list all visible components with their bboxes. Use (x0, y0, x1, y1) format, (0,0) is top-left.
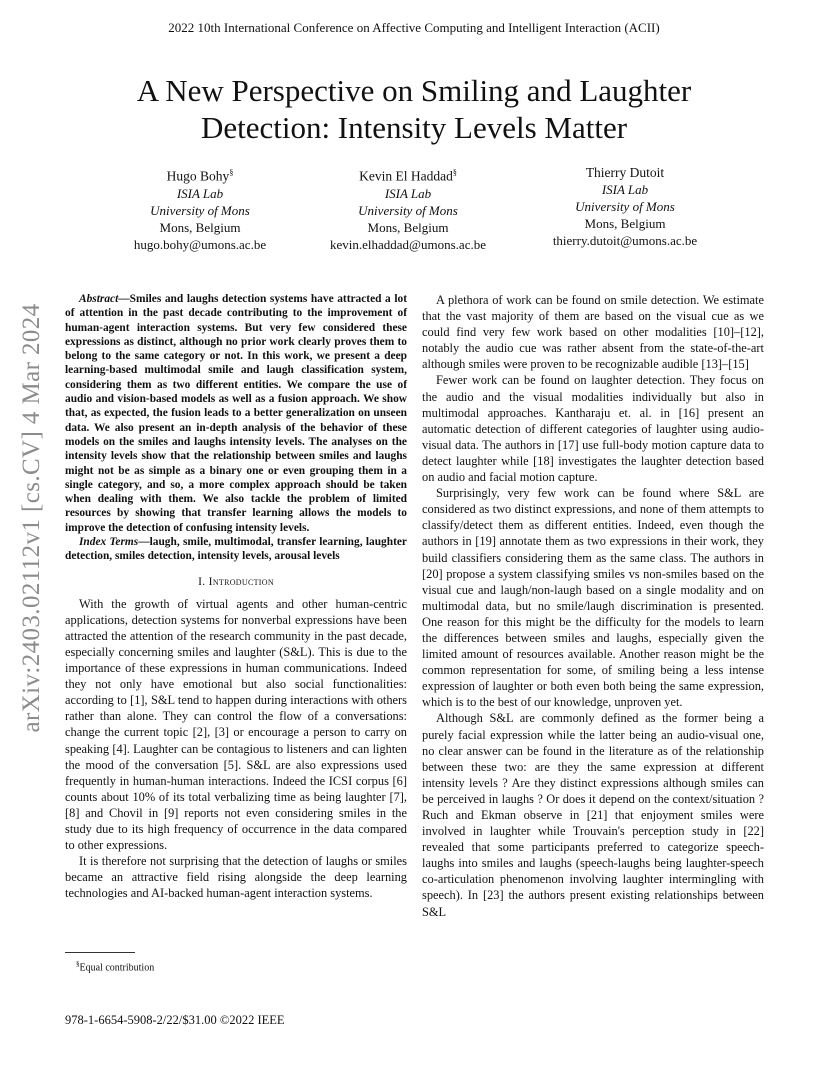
intro-paragraph-2: It is therefore not surprising that the detection of laughs or smiles became an attractive field rising alongside the deep learning technologies and AI-backed human-agent interaction systems. (65, 854, 407, 901)
index-terms (65, 535, 407, 564)
author-block-3 (505, 164, 745, 249)
section-title: Introduction (208, 574, 274, 588)
abstract-text: —Smiles and laughs detection systems have attracted a lot of attention in the past decade contributing to the improvement of human-agent interaction systems. But very few considered these expressions as distinct, although no prior work clearly proves them to belong to the same category or not. In this work, we present a deep learning-based multimodal smile and laugh classification system, considering them as two different entities. We compare the use of audio and vision-based models as well as a fusion approach. We show that, as expected, the fusion leads to a better generalization on unseen data. We also present an in-depth analysis of the behavior of these models on the smiles and laughs intensity levels. The analyses on the intensity levels show that the relationship between smiles and laughs might not be as simple as a binary one or even grouping them in a single category, and so, a more complex approach should be taken when dealing with them. We also tackle the problem of limited resources by showing that transfer learning allows the models to improve the detection of confusing intensity levels. (65, 293, 407, 534)
author-email[interactable]: hugo.bohy@umons.ac.be (133, 236, 267, 252)
paper-title (60, 72, 768, 146)
arxiv-stamp-text[interactable]: arXiv:2403.02112v1 [cs.CV] 4 Mar 2024 (18, 303, 45, 733)
index-terms-text: —laugh, smile, multimodal, transfer learning, laughter detection, smiles detection, intensity levels, arousal levels (65, 536, 407, 563)
body-paragraph-laughter-detection: Fewer work can be found on laughter detection. They focus on the audio and the visual modalities individually but also in multimodal approaches. Kantharaju et. al. in [16] present an automatic detection of different categories of laughter using audio-visual data. The authors in [17] use full-body motion capture data to detect laughter while [18] investigates the laughter detection based on audio and facial motion capture. (422, 373, 764, 485)
body-paragraph-smile-detection: A plethora of work can be found on smile detection. We estimate that the vast majority of them are based on the visual cue as we could find very few work based on other modalities [10]–[12], notably the audio cue was rather absent from the state-of-the-art although smiles were proven to be recognizable audible [13]–[15] (422, 293, 764, 372)
author-location: Mons, Belgium (584, 216, 666, 231)
left-column (65, 292, 407, 902)
abstract (65, 292, 407, 535)
body-paragraph-relationship: Although S&L are commonly defined as the former being a purely facial expression while the latter being an audio-visual one, no clear answer can be found in the literature as of the relationship between these two: are they the same expression at different intensity levels ? Are they distinct expressions although smiles can be perceived in laughs ? Or does it depend on the context/situation ? Ruch and Ekman observe in [21] that enjoyment smiles were involved in laughter while Trouvain's perception study in [22] revealed that some participants preferred to categorize speech-laughs into smiles and laughs (speech-laughs being laughter-speech co-articulation phenomenon involving laughter intermingling with speech). In [23] the authors present existing relationships between S&L (422, 711, 764, 919)
section-number: I. (198, 574, 209, 588)
author-location: Mons, Belgium (367, 219, 449, 235)
body-paragraph-distinct-expressions: Surprisingly, very few work can be found where S&L are considered as two distinct expressions, and none of them attempts to classify/detect them as different entities. Indeed, even though the authors in [19] annotate them as two expressions in their work, they build classifiers considering them as the same class. The authors in [20] propose a system classifying smiles vs non-smiles based on the visual cue and laugh/non-laugh based on a single modality and on multimodal data, but no smile/laugh discrimination is presented. One reason for this might be the difficulty for the models to learn the differences between smiles and laughs, especially given the limited amount of resources available. Another reason might be the common representation for some, of smiling being a less intense expression of laughter or both even both being the same expression, which is to the best of our knowledge, unproven yet. (422, 486, 764, 710)
right-column (422, 292, 764, 920)
intro-paragraph-1: With the growth of virtual agents and other human-centric applications, detection systems for nonverbal expressions have been attracted the attention of the research community in the past decade, especially concerning smiles and laughter (S&L). This is due to the importance of these expressions in human communications. Indeed they not only have emotional but also social functionalities: according to [1], S&L tend to happen during interactions with others rather than alone. They can control the flow of a conversations: change the current topic [2], [3] or encourage a person to carry on speaking [4]. Laughter can be contagious to listeners and can lighten the mood of the conversation [5]. S&L are also expressions used frequently in human-human interactions. Indeed the ICSI corpus [6] counts about 10% of its total verbalizing time as being laughter [7], [8] and Chovil in [9] reports not even considering smiles in the study due to its high frequency of occurrence in the data compared to other expressions. (65, 596, 407, 853)
author-name: Hugo Bohy (166, 168, 230, 184)
abstract-label: Abstract (79, 293, 119, 305)
author-lab: ISIA Lab (176, 185, 224, 201)
section-heading-introduction (65, 574, 407, 590)
author-university: University of Mons (150, 202, 250, 218)
author-email[interactable]: kevin.elhaddad@umons.ac.be (329, 236, 486, 252)
author-lab: ISIA Lab (601, 182, 649, 197)
footnote-rule (65, 952, 135, 953)
copyright-line: 978-1-6654-5908-2/22/$31.00 ©2022 IEEE (65, 1013, 285, 1027)
footnote (76, 960, 154, 973)
footnote-text: Equal contribution (79, 962, 155, 974)
conference-header: 2022 10th International Conference on Affective Computing and Intelligent Interaction (ACII) (168, 20, 660, 35)
index-terms-label: Index Terms (79, 536, 139, 549)
author-university: University of Mons (575, 199, 675, 214)
author-university: University of Mons (358, 202, 458, 218)
title-line-1: A New Perspective on Smiling and Laughter (136, 73, 692, 108)
author-location: Mons, Belgium (159, 219, 241, 235)
author-name: Kevin El Haddad (359, 168, 453, 184)
equal-contrib-mark: § (452, 168, 457, 177)
title-line-2: Detection: Intensity Levels Matter (200, 110, 628, 145)
author-block-2 (288, 164, 528, 253)
author-email[interactable]: thierry.dutoit@umons.ac.be (552, 233, 698, 248)
author-lab: ISIA Lab (384, 185, 432, 201)
footnote-mark: § (76, 960, 80, 968)
equal-contrib-mark: § (229, 168, 234, 177)
author-block-1 (80, 164, 320, 253)
author-name: Thierry Dutoit (585, 165, 665, 180)
